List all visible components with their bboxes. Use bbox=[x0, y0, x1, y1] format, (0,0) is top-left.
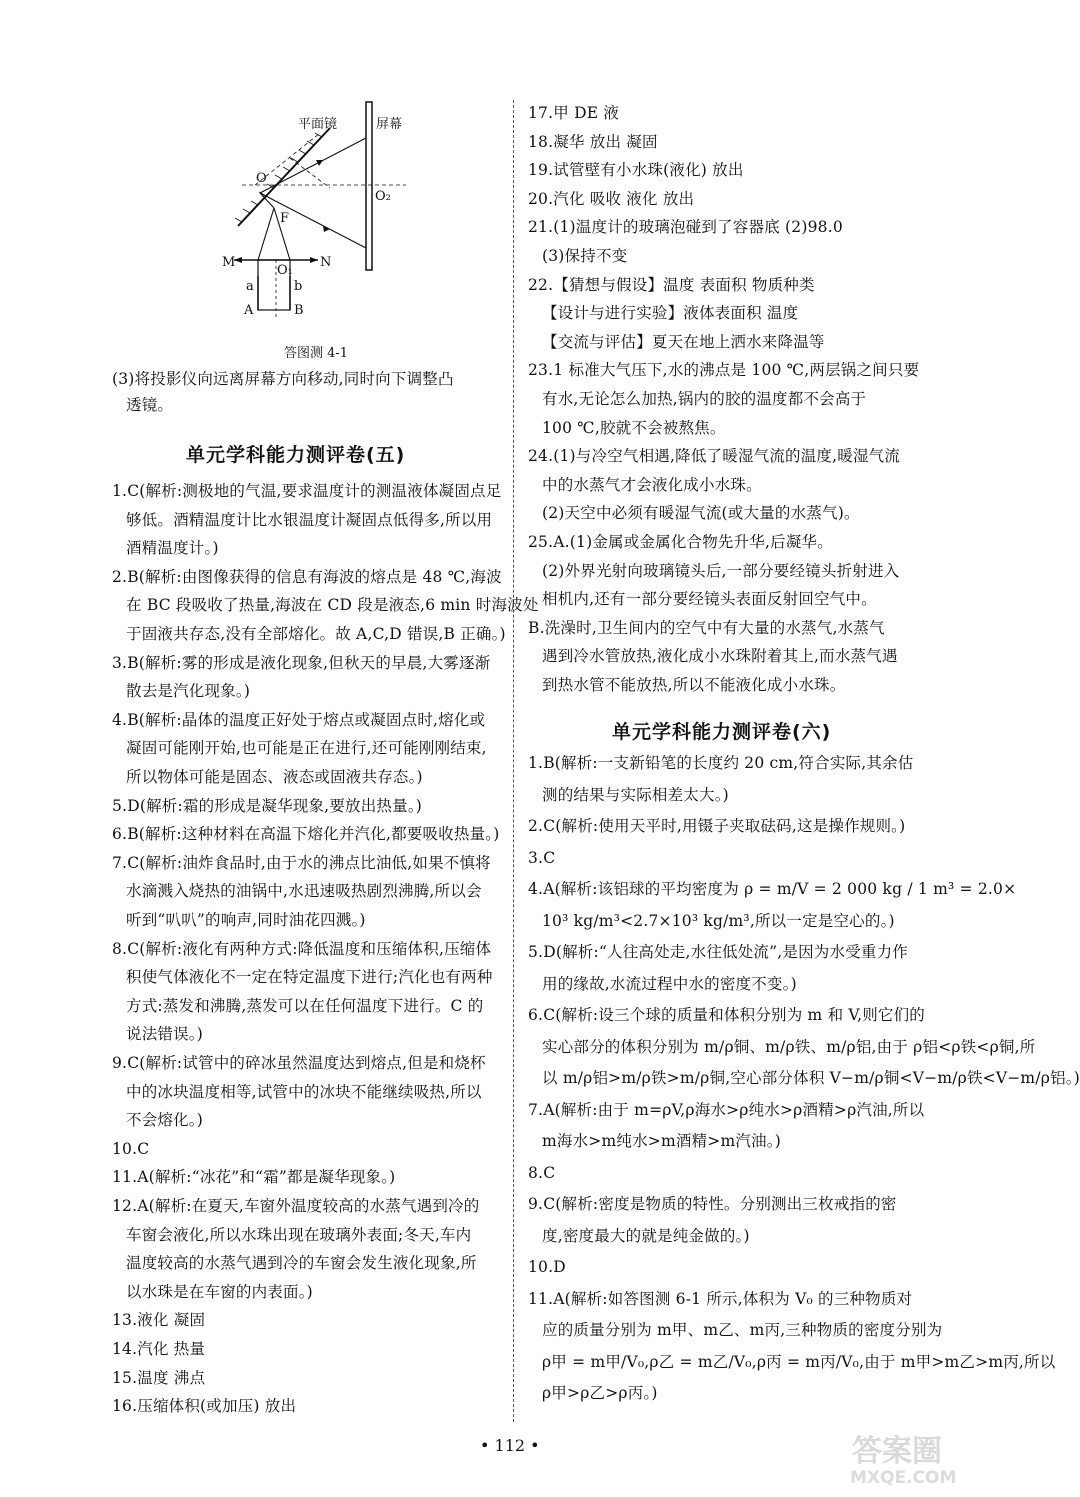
answer-line: 6.B(解析:这种材料在高温下熔化并汽化,都要吸收热量。) bbox=[112, 825, 500, 844]
answer-line: 以 m/ρ铝>m/ρ铁>m/ρ铜,空心部分体积 V−m/ρ铜<V−m/ρ铁<V−m/ρ铝。) bbox=[542, 1069, 1080, 1087]
answer-line: 1.B(解析:一支新铅笔的长度约 20 cm,符合实际,其余估 bbox=[528, 754, 914, 772]
answer-line: (2)天空中必须有暖湿气流(或大量的水蒸气)。 bbox=[542, 504, 860, 523]
answer-line: 23.1 标准大气压下,水的沸点是 100 ℃,两层锅之间只要 bbox=[528, 361, 920, 380]
o2-label: O₂ bbox=[375, 189, 391, 204]
answer-line: 凝固可能刚开始,也可能是正在进行,还可能刚刚结束, bbox=[126, 739, 487, 758]
section-heading-6: 单元学科能力测评卷(六) bbox=[612, 721, 832, 743]
answer-line: 5.D(解析:“人往高处走,水往低处流”,是因为水受重力作 bbox=[528, 943, 908, 961]
f-label: F bbox=[280, 211, 290, 226]
answer-line: 应的质量分别为 m甲、m乙、m丙,三种物质的密度分别为 bbox=[542, 1321, 943, 1339]
answer-line: 11.A(解析:“冰花”和“霜”都是凝华现象。) bbox=[112, 1168, 396, 1187]
left-pre-line: 透镜。 bbox=[126, 396, 174, 414]
answer-line: 听到“叭叭”的响声,同时油花四溅。) bbox=[126, 911, 366, 929]
answer-line: B.洗澡时,卫生间内的空气中有大量的水蒸气,水蒸气 bbox=[528, 618, 885, 637]
answer-line: 22.【猜想与假设】温度 表面积 物质种类 bbox=[528, 275, 815, 294]
answer-line: 9.C(解析:试管中的碎冰虽然温度达到熔点,但是和烧杯 bbox=[112, 1054, 486, 1072]
answer-line: ρ甲 = m甲/V₀,ρ乙 = m乙/V₀,ρ丙 = m丙/V₀,由于 m甲>m乙>m丙,所以 bbox=[542, 1352, 1056, 1371]
answer-line: 方式:蒸发和沸腾,蒸发可以在任何温度下进行。C 的 bbox=[126, 996, 484, 1015]
answer-line: 14.汽化 热量 bbox=[112, 1340, 206, 1358]
answer-line: 2.B(解析:由图像获得的信息有海波的熔点是 48 ℃,海波 bbox=[112, 567, 502, 586]
answer-line: 水滴溅入烧热的油锅中,水迅速吸热剧烈沸腾,所以会 bbox=[126, 882, 482, 901]
answer-line: 温度较高的水蒸气遇到冷的车窗会发生液化现象,所 bbox=[126, 1254, 477, 1273]
answer-line: 够低。酒精温度计比水银温度计凝固点低得多,所以用 bbox=[126, 510, 493, 529]
watermark-logo bbox=[842, 1425, 992, 1489]
answer-line: 24.(1)与冷空气相遇,降低了暖湿气流的温度,暖湿气流 bbox=[528, 447, 901, 466]
answer-line: 1.C(解析:测极地的气温,要求温度计的测温液体凝固点足 bbox=[112, 482, 502, 500]
answer-line: 相机内,还有一部分要经镜头表面反射回空气中。 bbox=[542, 590, 877, 609]
watermark-text-top: 答案圈 bbox=[852, 1434, 942, 1469]
answer-line: 21.(1)温度计的玻璃泡碰到了容器底 (2)98.0 bbox=[528, 218, 843, 237]
o1-label: O₁ bbox=[277, 263, 293, 278]
answer-line: 酒精温度计。) bbox=[126, 539, 219, 558]
answer-line: 10.C bbox=[112, 1139, 150, 1158]
answer-line: 3.C bbox=[528, 848, 556, 867]
answer-line: 8.C(解析:液化有两种方式:降低温度和压缩体积,压缩体 bbox=[112, 939, 492, 958]
answer-line: 25.A.(1)金属或金属化合物先升华,后凝华。 bbox=[528, 533, 833, 551]
watermark-text-bottom: MXQE.COM bbox=[850, 1468, 957, 1488]
answer-line: 6.C(解析:设三个球的质量和体积分别为 m 和 V,则它们的 bbox=[528, 1006, 926, 1024]
answer-line: m海水>m纯水>m酒精>m汽油。) bbox=[542, 1132, 781, 1150]
b-lower-label: b bbox=[294, 279, 303, 294]
answer-line: 说法错误。) bbox=[126, 1025, 203, 1044]
answer-line: 15.温度 沸点 bbox=[112, 1368, 206, 1387]
answer-line: 有水,无论怎么加热,锅内的胶的温度都不会高于 bbox=[542, 390, 867, 408]
a-upper-label: A bbox=[244, 303, 254, 318]
screen-label: 屏幕 bbox=[376, 117, 403, 132]
answer-line: 11.A(解析:如答图测 6-1 所示,体积为 V₀ 的三种物质对 bbox=[528, 1289, 913, 1308]
ray-1 bbox=[258, 208, 274, 260]
answer-line: 所以物体可能是固态、液态或固液共存态。) bbox=[126, 768, 423, 786]
answer-line: 19.试管壁有小水珠(液化) 放出 bbox=[528, 161, 744, 180]
answer-line: 7.C(解析:油炸食品时,由于水的沸点比油低,如果不慎将 bbox=[112, 853, 491, 872]
answer-line: 到热水管不能放热,所以不能液化成小水珠。 bbox=[542, 676, 846, 694]
answer-line: 以水珠是在车窗的内表面。) bbox=[126, 1282, 313, 1301]
answer-line: 16.压缩体积(或加压) 放出 bbox=[112, 1397, 297, 1416]
mirror-label: 平面镜 bbox=[298, 117, 338, 132]
answer-line: 中的冰块温度相等,试管中的冰块不能继续吸热,所以 bbox=[126, 1082, 482, 1101]
screen-shape bbox=[366, 102, 372, 270]
answer-line: 12.A(解析:在夏天,车窗外温度较高的水蒸气遇到冷的 bbox=[112, 1197, 480, 1215]
figure-caption: 答图测 4-1 bbox=[284, 346, 349, 361]
o-label: O bbox=[256, 171, 267, 186]
answer-line: 9.C(解析:密度是物质的特性。分别测出三枚戒指的密 bbox=[528, 1195, 897, 1213]
answer-line: 2.C(解析:使用天平时,用镊子夹取砝码,这是操作规则。) bbox=[528, 817, 906, 835]
answer-line: 7.A(解析:由于 m=ρV,ρ海水>ρ纯水>ρ酒精>ρ汽油,所以 bbox=[528, 1100, 925, 1119]
answer-line: 3.B(解析:雾的形成是液化现象,但秋天的早晨,大雾逐渐 bbox=[112, 653, 491, 672]
b-upper-label: B bbox=[294, 303, 304, 318]
n-label: N bbox=[320, 255, 332, 270]
answer-line: (3)保持不变 bbox=[542, 247, 628, 265]
answer-line: 车窗会液化,所以水珠出现在玻璃外表面;冬天,车内 bbox=[126, 1225, 472, 1244]
answer-line: 8.C bbox=[528, 1163, 556, 1182]
mirror-hatching bbox=[235, 133, 322, 222]
answer-line: 5.D(解析:霜的形成是凝华现象,要放出热量。) bbox=[112, 796, 423, 815]
ray-4 bbox=[260, 193, 366, 248]
answer-line: 积使气体液化不一定在特定温度下进行;汽化也有两种 bbox=[126, 968, 493, 987]
answer-line: 用的缘故,水流过程中水的密度不变。) bbox=[542, 974, 797, 993]
section-heading-5: 单元学科能力测评卷(五) bbox=[186, 444, 406, 466]
answer-line: 【交流与评估】夏天在地上洒水来降温等 bbox=[542, 332, 825, 351]
answer-line: 10.D bbox=[528, 1258, 566, 1276]
answer-line: 中的水蒸气才会液化成小水珠。 bbox=[542, 475, 762, 494]
answer-line: 度,密度最大的就是纯金做的。) bbox=[542, 1226, 750, 1245]
column-divider bbox=[513, 100, 514, 1422]
answer-line: 4.A(解析:该铝球的平均密度为 ρ = m/V = 2 000 kg / 1 m³ = 2.0× bbox=[528, 880, 1017, 898]
left-pre-line: (3)将投影仪向远离屏幕方向移动,同时向下调整凸 bbox=[112, 370, 454, 388]
answer-line: 18.凝华 放出 凝固 bbox=[528, 132, 658, 151]
answer-line: 不会熔化。) bbox=[126, 1111, 203, 1130]
answer-line: 【设计与进行实验】液体表面积 温度 bbox=[542, 304, 799, 323]
answer-line: 17.甲 DE 液 bbox=[528, 104, 620, 122]
answer-line: 20.汽化 吸收 液化 放出 bbox=[528, 189, 695, 208]
m-label: M bbox=[222, 255, 236, 270]
answer-line: 测的结果与实际相差太大。) bbox=[542, 785, 729, 804]
answer-line: 100 ℃,胶就不会被熬焦。 bbox=[542, 418, 726, 437]
answer-line: 于固液共存态,没有全部熔化。故 A,C,D 错误,B 正确。) bbox=[126, 625, 506, 643]
answer-line: ρ甲>ρ乙>ρ丙。) bbox=[542, 1384, 658, 1402]
optics-diagram bbox=[220, 98, 420, 333]
answer-line: 4.B(解析:晶体的温度正好处于熔点或凝固点时,熔化或 bbox=[112, 710, 486, 729]
a-lower-label: a bbox=[246, 279, 254, 294]
answer-line: 13.液化 凝固 bbox=[112, 1311, 206, 1330]
page-number: • 112 • bbox=[480, 1436, 540, 1455]
answer-line: 实心部分的体积分别为 m/ρ铜、m/ρ铁、m/ρ铝,由于 ρ铝<ρ铁<ρ铜,所 bbox=[542, 1037, 1036, 1056]
answer-line: 遇到冷水管放热,液化成小水珠附着其上,而水蒸气遇 bbox=[542, 647, 898, 666]
answer-line: 10³ kg/m³<2.7×10³ kg/m³,所以一定是空心的。) bbox=[542, 911, 895, 930]
answer-line: (2)外界光射向玻璃镜头后,一部分要经镜头折射进入 bbox=[542, 561, 900, 580]
answer-line: 在 BC 段吸收了热量,海波在 CD 段是液态,6 min 时海波处 bbox=[126, 596, 539, 615]
answer-line: 散去是汽化现象。) bbox=[126, 682, 251, 701]
